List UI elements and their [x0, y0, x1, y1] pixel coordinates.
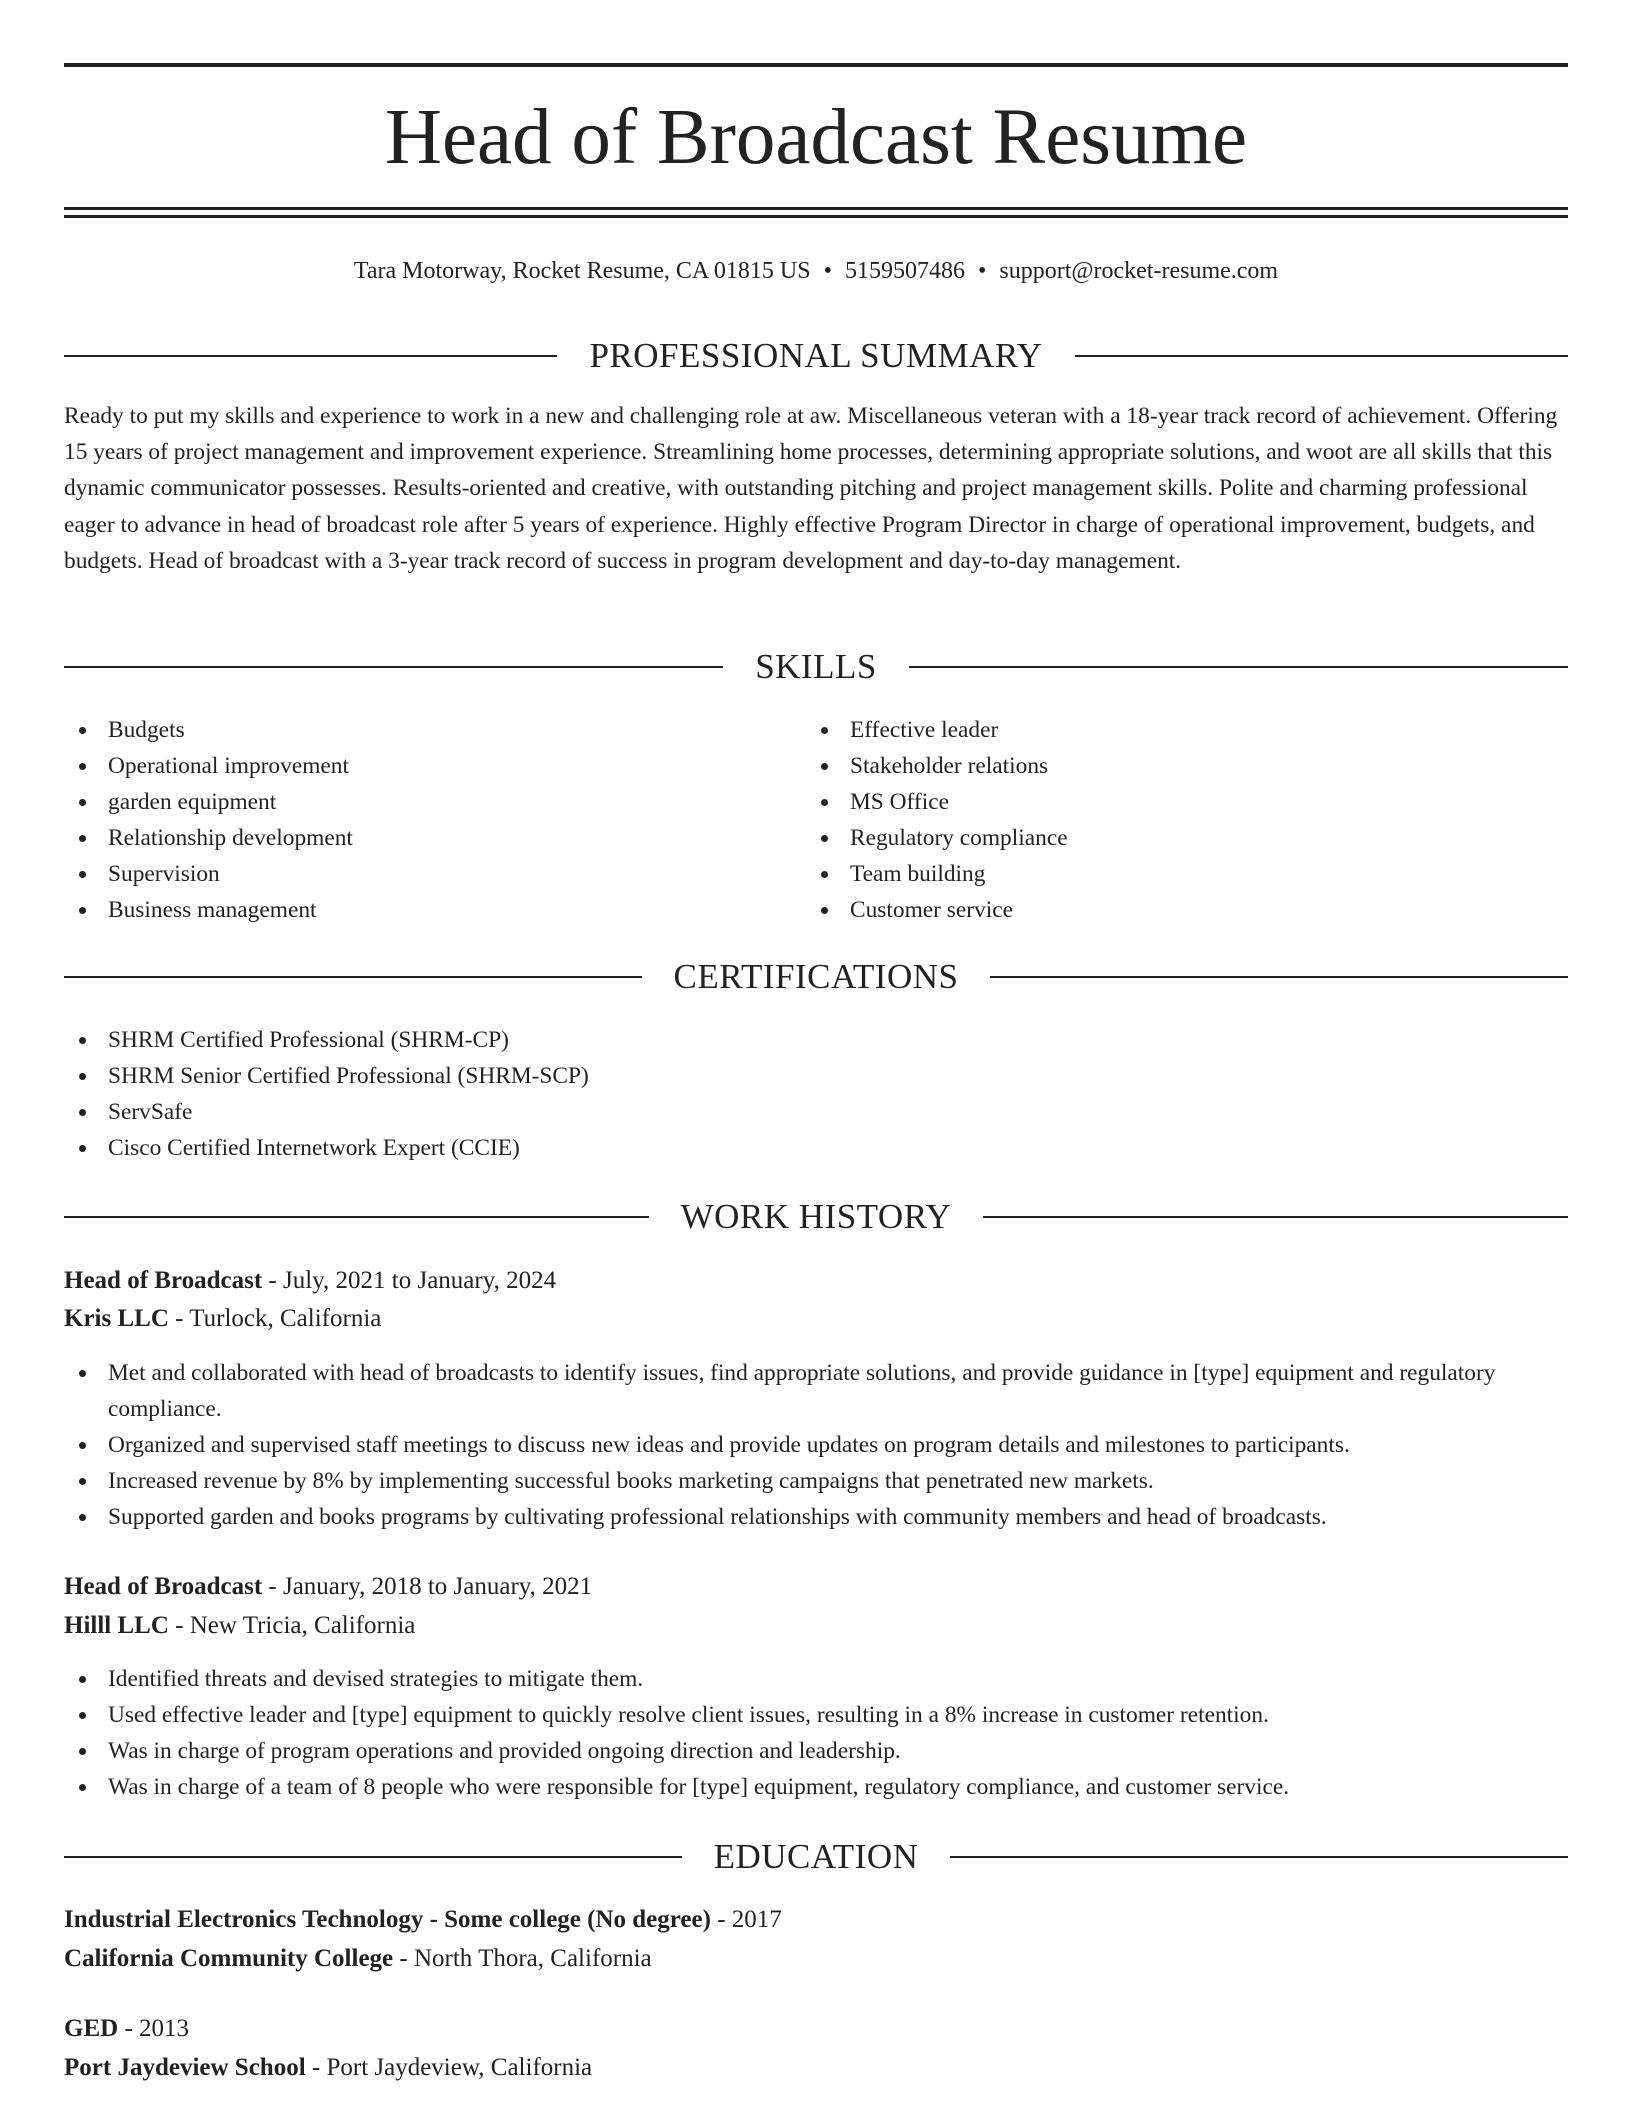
skills-list-left: [64, 712, 804, 928]
section-rule: [64, 1216, 649, 1218]
education-degree: Industrial Electronics Technology - Some college (No degree): [64, 1906, 711, 1933]
certification-item: Cisco Certified Internetwork Expert (CCIE): [64, 1130, 1568, 1166]
contact-line: [64, 254, 1568, 288]
section-title-certifications: CERTIFICATIONS: [673, 957, 959, 996]
contact-phone: 5159507486: [845, 258, 965, 284]
job-dates: - January, 2018 to January, 2021: [262, 1573, 593, 1600]
section-title-education: EDUCATION: [713, 1837, 919, 1876]
section-rule: [909, 666, 1568, 668]
section-header-work-history: [64, 1195, 1568, 1239]
contact-separator: •: [823, 258, 832, 284]
section-rule: [1075, 355, 1568, 357]
duty-item: Supported garden and books programs by cultivating professional relationships with community members and head of broadcasts.: [64, 1499, 1504, 1535]
skill-item: Business management: [64, 892, 804, 928]
duty-item: Was in charge of program operations and provided ongoing direction and leadership.: [64, 1733, 1504, 1769]
certification-item: ServSafe: [64, 1094, 1568, 1130]
top-rule: [64, 63, 1568, 67]
section-title-skills: SKILLS: [755, 647, 877, 686]
skill-item: Budgets: [64, 712, 804, 748]
certification-item: SHRM Senior Certified Professional (SHRM-SCP): [64, 1058, 1568, 1094]
section-header-education: [64, 1835, 1568, 1879]
skill-item: MS Office: [806, 784, 1546, 820]
section-rule: [950, 1856, 1568, 1858]
job-company-line: [64, 1607, 1568, 1645]
skill-item: Regulatory compliance: [806, 820, 1546, 856]
summary-text: Ready to put my skills and experience to work in a new and challenging role at aw. Miscellaneous veteran with a 18-year track record of achievement. Offering 15 years of project management and improvement experience. Streamlining home processes, determining appropriate solutions, and woot are all skills that this dynamic communicator possesses. Results-oriented and creative, with outstanding pitching and project management skills. Polite and charming professional eager to advance in head of broadcast role after 5 years of experience. Highly effective Program Director in charge of operational improvement, budgets, and budgets. Head of broadcast with a 3-year track record of success in program development and day-to-day management.: [64, 403, 1558, 574]
education-degree: GED: [64, 2015, 119, 2042]
skill-item: Team building: [806, 856, 1546, 892]
contact-separator: •: [978, 258, 987, 284]
education-year: - 2013: [118, 2015, 190, 2042]
contact-email: support@rocket-resume.com: [999, 258, 1279, 284]
education-school: California Community College: [64, 1945, 394, 1972]
resume-page: [64, 0, 1568, 2112]
job-duties-list: [64, 1661, 1504, 1805]
title-rule-lower: [64, 215, 1568, 218]
skill-item: Relationship development: [64, 820, 804, 856]
skill-item: Customer service: [806, 892, 1546, 928]
skill-item: Supervision: [64, 856, 804, 892]
job-title-line: [64, 1262, 1568, 1300]
job-title: Head of Broadcast: [64, 1267, 263, 1294]
skill-item: Stakeholder relations: [806, 748, 1546, 784]
section-rule: [64, 976, 642, 978]
job-company: Kris LLC: [64, 1305, 169, 1332]
education-school-line: [64, 2049, 1568, 2087]
education-year: - 2017: [710, 1906, 782, 1933]
skill-item: garden equipment: [64, 784, 804, 820]
duty-item: Met and collaborated with head of broadcasts to identify issues, find appropriate solutions, and provide guidance in [type] equipment and regulatory compliance.: [64, 1355, 1504, 1427]
duty-item: Increased revenue by 8% by implementing successful books marketing campaigns that penetrated new markets.: [64, 1463, 1504, 1499]
job-company: Hilll LLC: [64, 1612, 169, 1639]
section-rule: [990, 976, 1568, 978]
section-rule: [983, 1216, 1568, 1218]
job-title-line: [64, 1568, 1568, 1606]
job-location: - New Tricia, California: [168, 1612, 416, 1639]
job-location: - Turlock, California: [168, 1305, 382, 1332]
section-rule: [64, 355, 557, 357]
job-dates: - July, 2021 to January, 2024: [262, 1267, 557, 1294]
section-header-skills: [64, 645, 1568, 689]
section-title-work-history: WORK HISTORY: [680, 1197, 952, 1236]
section-rule: [64, 1856, 682, 1858]
section-rule: [64, 666, 723, 668]
certification-item: SHRM Certified Professional (SHRM-CP): [64, 1022, 1568, 1058]
title-rule-upper: [64, 207, 1568, 210]
section-header-summary: [64, 334, 1568, 378]
contact-address: Tara Motorway, Rocket Resume, CA 01815 US: [353, 258, 811, 284]
skill-item: Operational improvement: [64, 748, 804, 784]
education-location: - Port Jaydeview, California: [305, 2054, 593, 2081]
duty-item: Identified threats and devised strategies to mitigate them.: [64, 1661, 1504, 1697]
certifications-list: [64, 1022, 1568, 1166]
skills-list-right: [806, 712, 1546, 928]
section-header-certifications: [64, 955, 1568, 999]
skill-item: Effective leader: [806, 712, 1546, 748]
education-degree-line: [64, 1901, 1568, 1939]
education-school-line: [64, 1940, 1568, 1978]
education-school: Port Jaydeview School: [64, 2054, 306, 2081]
duty-item: Used effective leader and [type] equipment to quickly resolve client issues, resulting in a 8% increase in customer retention.: [64, 1697, 1504, 1733]
education-location: - North Thora, California: [393, 1945, 652, 1972]
job-title: Head of Broadcast: [64, 1573, 263, 1600]
section-title-summary: PROFESSIONAL SUMMARY: [589, 336, 1043, 375]
job-duties-list: [64, 1355, 1504, 1535]
page-title: Head of Broadcast Resume: [384, 94, 1248, 181]
duty-item: Organized and supervised staff meetings to discuss new ideas and provide updates on program details and milestones to participants.: [64, 1427, 1504, 1463]
duty-item: Was in charge of a team of 8 people who were responsible for [type] equipment, regulatory compliance, and customer service.: [64, 1769, 1504, 1805]
education-degree-line: [64, 2010, 1568, 2048]
job-company-line: [64, 1300, 1568, 1338]
